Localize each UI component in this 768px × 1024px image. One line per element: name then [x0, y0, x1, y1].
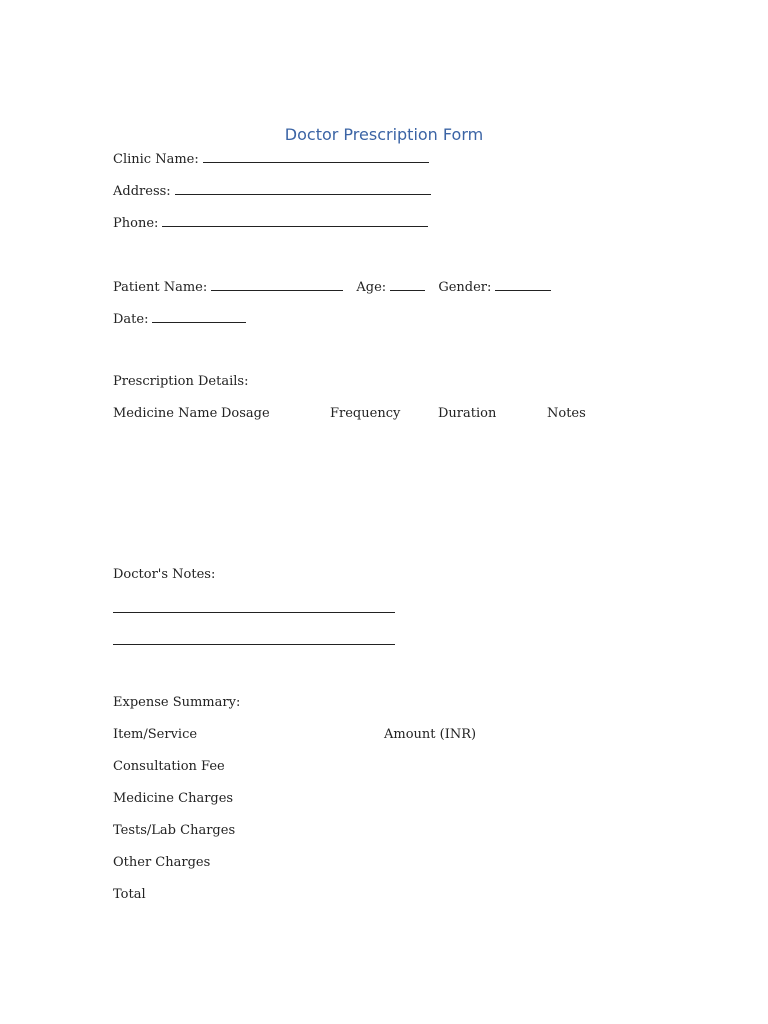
doctors-notes-heading: Doctor's Notes:: [113, 567, 216, 582]
phone-row: [113, 213, 428, 231]
age-label: Age:: [356, 280, 387, 295]
column-notes: Notes: [547, 406, 586, 421]
column-dosage: Dosage: [221, 406, 270, 421]
phone-field[interactable]: [162, 213, 428, 227]
phone-label: Phone:: [113, 216, 159, 231]
column-item-service: Item/Service: [113, 727, 198, 742]
expense-row-tests-lab-charges: Tests/Lab Charges: [113, 823, 236, 838]
expense-row-medicine-charges: Medicine Charges: [113, 791, 234, 806]
address-row: [113, 181, 431, 199]
form-title: Doctor Prescription Form: [284, 125, 484, 144]
patient-name-label: Patient Name:: [113, 280, 208, 295]
column-amount: Amount (INR): [384, 727, 477, 742]
age-field[interactable]: [390, 277, 425, 291]
expense-row-other-charges: Other Charges: [113, 855, 211, 870]
address-label: Address:: [113, 184, 171, 199]
column-frequency: Frequency: [330, 406, 401, 421]
address-field[interactable]: [175, 181, 431, 195]
date-row: [113, 309, 246, 327]
clinic-name-field[interactable]: [203, 149, 429, 163]
expense-summary-heading: Expense Summary:: [113, 695, 241, 710]
patient-name-field[interactable]: [211, 277, 343, 291]
notes-line-2[interactable]: [113, 644, 395, 645]
gender-field[interactable]: [495, 277, 551, 291]
date-label: Date:: [113, 312, 149, 327]
clinic-name-label: Clinic Name:: [113, 152, 199, 167]
gender-label: Gender:: [438, 280, 492, 295]
prescription-heading: Prescription Details:: [113, 374, 249, 389]
clinic-name-row: [113, 149, 429, 167]
column-duration: Duration: [438, 406, 497, 421]
expense-row-total: Total: [113, 887, 146, 902]
column-medicine-name: Medicine Name: [113, 406, 218, 421]
notes-line-1[interactable]: [113, 612, 395, 613]
date-field[interactable]: [152, 309, 246, 323]
expense-row-consultation-fee: Consultation Fee: [113, 759, 225, 774]
patient-row: [113, 277, 551, 295]
